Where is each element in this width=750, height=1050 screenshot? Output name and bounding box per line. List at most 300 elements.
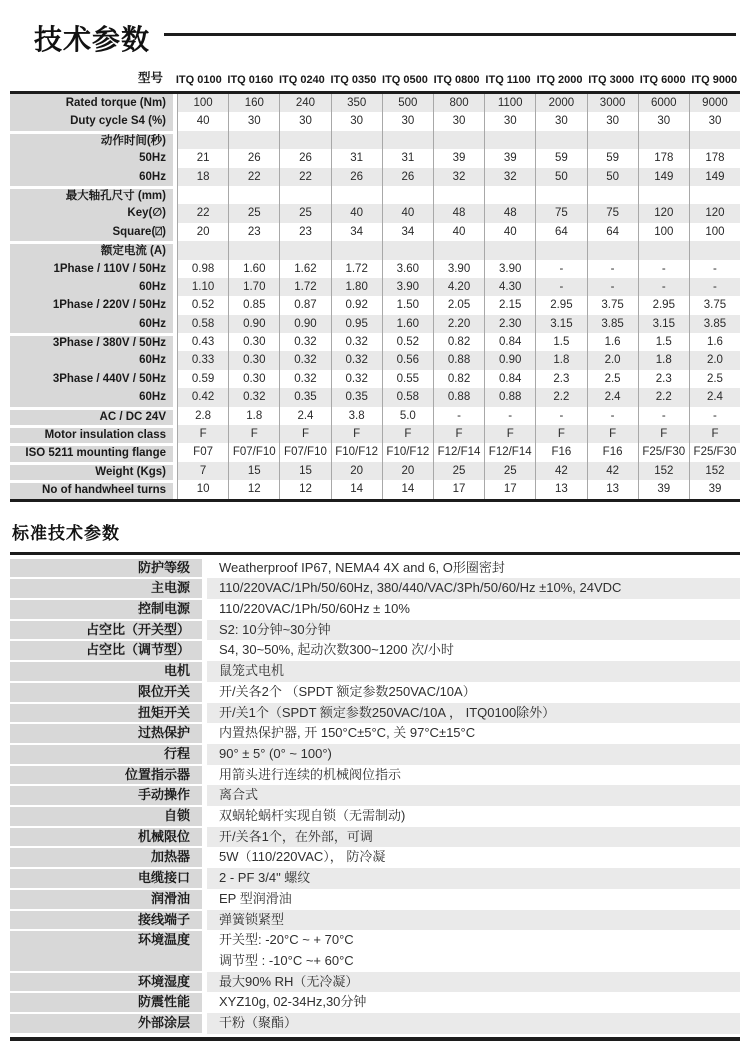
row-label: 防护等级 [10, 558, 202, 579]
row-label: 防震性能 [10, 992, 202, 1013]
value-cell: 0.32 [279, 351, 330, 369]
value-cell: 25 [279, 204, 330, 222]
value-cell: 2.5 [587, 370, 638, 388]
model-name-cell: ITQ 6000 [639, 74, 686, 86]
value-cell: F [689, 425, 740, 443]
row-label: 60Hz [10, 388, 173, 406]
value-cell: - [535, 407, 586, 425]
value-cell: 2.2 [638, 388, 689, 406]
table-row [10, 558, 740, 579]
value-cell [331, 241, 382, 259]
value-cell: F [331, 425, 382, 443]
value-cell: 39 [433, 149, 484, 167]
value-cell: 2.0 [587, 351, 638, 369]
row-label: 环境温度 [10, 930, 202, 971]
value-cell: 3000 [587, 94, 638, 112]
value-cell: 0.30 [228, 370, 279, 388]
table-row [10, 806, 740, 827]
table-row [10, 744, 740, 765]
table-row [10, 930, 740, 971]
table-row [10, 703, 740, 724]
value-cell: 500 [382, 94, 433, 112]
value-cell: 31 [331, 149, 382, 167]
value-cell [535, 186, 586, 204]
value-cell: 6000 [638, 94, 689, 112]
value-cell: 3.90 [382, 278, 433, 296]
table-row [10, 370, 740, 388]
value-cell: 120 [689, 204, 740, 222]
row-cells [177, 260, 740, 278]
row-label: 电缆接口 [10, 868, 202, 889]
value-cell: 50 [535, 168, 586, 186]
model-name-cell: ITQ 1100 [485, 74, 531, 86]
value-cell: 0.84 [484, 370, 535, 388]
value-cell: 13 [587, 480, 638, 498]
row-value: Weatherproof IP67, NEMA4 4X and 6, O形圈密封 [219, 559, 505, 575]
value-cell: 40 [177, 112, 228, 130]
row-value: 内置热保护器, 开 150°C±5°C, 关 97°C±15°C [219, 725, 476, 741]
value-cell: F [279, 425, 330, 443]
row-cells [177, 388, 740, 406]
row-label: Key(∅) [10, 204, 173, 222]
value-cell: F [382, 425, 433, 443]
model-names [173, 74, 740, 86]
row-value: XYZ10g, 02-34Hz,30分钟 [219, 994, 367, 1010]
value-cell: 59 [587, 149, 638, 167]
value-cell: F [228, 425, 279, 443]
value-cell: F [535, 425, 586, 443]
row-value: 2 - PF 3/4" 螺纹 [207, 868, 740, 889]
model-name-cell: ITQ 9000 [691, 74, 738, 86]
value-cell: 1.80 [331, 278, 382, 296]
row-label: 限位开关 [10, 682, 202, 703]
value-cell: 2.8 [177, 407, 228, 425]
value-cell: 0.84 [484, 333, 535, 351]
table-row [10, 315, 740, 333]
table-row [10, 827, 740, 848]
value-cell: 20 [382, 462, 433, 480]
page-title: 技术参数 [34, 24, 151, 55]
value-cell [177, 131, 228, 149]
value-line-1: 开关型: -20°C ~ + 70°C [219, 932, 354, 948]
value-line-2: 调节型 : -10°C ~+ 60°C [219, 952, 354, 968]
value-cell: 0.98 [177, 260, 228, 278]
value-cell: F25/F30 [689, 443, 740, 461]
value-cell: 3.15 [535, 315, 586, 333]
value-cell [433, 241, 484, 259]
row-label: 外部涂层 [10, 1013, 202, 1034]
row-cells [177, 351, 740, 369]
row-cells [177, 296, 740, 314]
table-row [10, 847, 740, 868]
value-cell: 2.3 [638, 370, 689, 388]
table-row [10, 682, 740, 703]
table-row [10, 149, 740, 167]
title-rule [164, 33, 736, 36]
row-label: 1Phase / 220V / 50Hz [10, 296, 173, 314]
value-cell: 39 [484, 149, 535, 167]
value-cell: 0.90 [484, 351, 535, 369]
row-value: 最大90% RH（无冷凝） [207, 972, 740, 993]
value-cell: 2.4 [279, 407, 330, 425]
value-cell: 26 [279, 149, 330, 167]
value-cell: 34 [331, 223, 382, 241]
row-label: Square(⍁) [10, 223, 173, 241]
value-cell: 50 [587, 168, 638, 186]
row-label: 自锁 [10, 806, 202, 827]
value-cell: - [689, 260, 740, 278]
value-cell: 0.55 [382, 370, 433, 388]
value-cell: F25/F30 [638, 443, 689, 461]
value-cell: 2.30 [484, 315, 535, 333]
value-cell [331, 186, 382, 204]
value-cell: 0.59 [177, 370, 228, 388]
value-cell: 25 [484, 462, 535, 480]
value-cell: F07 [177, 443, 228, 461]
value-cell: 0.33 [177, 351, 228, 369]
value-cell: F [177, 425, 228, 443]
value-cell: 22 [228, 168, 279, 186]
value-cell: 0.42 [177, 388, 228, 406]
value-cell: 10 [177, 480, 228, 498]
value-cell: 0.52 [382, 333, 433, 351]
value-cell: 59 [535, 149, 586, 167]
value-cell: 3.75 [689, 296, 740, 314]
row-label: 60Hz [10, 168, 173, 186]
value-cell [535, 241, 586, 259]
table-row [10, 204, 740, 222]
value-cell: 1.8 [535, 351, 586, 369]
value-cell: 42 [535, 462, 586, 480]
value-cell: 2.3 [535, 370, 586, 388]
table-row [10, 112, 740, 130]
row-value: 开/关各2个 （SPDT 额定参数250VAC/10A） [219, 683, 476, 699]
value-cell: 22 [177, 204, 228, 222]
value-cell: 3.90 [433, 260, 484, 278]
table-row [10, 661, 740, 682]
value-cell: 1.72 [279, 278, 330, 296]
row-label: 电机 [10, 661, 202, 682]
row-label: 3Phase / 440V / 50Hz [10, 370, 173, 388]
value-cell: 1.60 [228, 260, 279, 278]
value-cell: 26 [228, 149, 279, 167]
value-cell: 75 [535, 204, 586, 222]
value-cell: 7 [177, 462, 228, 480]
value-cell: F10/F12 [382, 443, 433, 461]
value-cell: 2.95 [638, 296, 689, 314]
row-label: 手动操作 [10, 785, 202, 806]
value-cell: 40 [484, 223, 535, 241]
value-cell: F16 [535, 443, 586, 461]
value-cell: 1.60 [382, 315, 433, 333]
value-cell: 13 [535, 480, 586, 498]
value-cell: 3.60 [382, 260, 433, 278]
row-label: 3Phase / 380V / 50Hz [10, 333, 173, 351]
table-row [10, 723, 740, 744]
value-cell: 2.0 [689, 351, 740, 369]
value-cell [228, 241, 279, 259]
value-cell: 0.32 [331, 351, 382, 369]
value-cell: 15 [279, 462, 330, 480]
table-row [10, 351, 740, 369]
value-cell [382, 131, 433, 149]
row-label: 控制电源 [10, 599, 202, 620]
value-cell: 30 [228, 112, 279, 130]
table-row [10, 462, 740, 480]
table-row [10, 785, 740, 806]
value-cell: - [433, 407, 484, 425]
table-row [10, 868, 740, 889]
value-cell: 1.50 [382, 296, 433, 314]
value-cell: 1.6 [689, 333, 740, 351]
table-row [10, 640, 740, 661]
row-cells [177, 315, 740, 333]
value-cell: F [587, 425, 638, 443]
value-cell: 0.32 [228, 388, 279, 406]
value-cell [689, 241, 740, 259]
value-cell [484, 131, 535, 149]
value-cell: 48 [433, 204, 484, 222]
value-cell: 30 [433, 112, 484, 130]
value-cell: 40 [382, 204, 433, 222]
row-cells [177, 278, 740, 296]
row-label: Motor insulation class [10, 425, 173, 443]
value-cell: - [587, 407, 638, 425]
table-row [10, 889, 740, 910]
value-cell [484, 186, 535, 204]
value-cell: 18 [177, 168, 228, 186]
model-name-cell: ITQ 0500 [382, 74, 428, 86]
table-row [10, 168, 740, 186]
table-row [10, 333, 740, 351]
row-label: 机械限位 [10, 827, 202, 848]
row-label: 最大轴孔尺寸 (mm) [10, 186, 173, 204]
value-cell [331, 131, 382, 149]
value-cell: F [433, 425, 484, 443]
value-cell: 2000 [535, 94, 586, 112]
value-cell [535, 131, 586, 149]
value-cell: 178 [689, 149, 740, 167]
value-cell: - [638, 278, 689, 296]
row-cells [177, 370, 740, 388]
row-label: 行程 [10, 744, 202, 765]
value-cell: 22 [279, 168, 330, 186]
value-cell: 0.32 [331, 333, 382, 351]
row-value: 双蜗轮蜗杆实现自锁（无需制动) [219, 808, 406, 824]
model-header-row [10, 68, 740, 86]
row-label: 60Hz [10, 315, 173, 333]
value-cell [587, 131, 638, 149]
value-cell: 64 [535, 223, 586, 241]
value-cell [484, 241, 535, 259]
value-cell: F [484, 425, 535, 443]
value-cell: 20 [177, 223, 228, 241]
value-cell: 3.75 [587, 296, 638, 314]
value-cell: 64 [587, 223, 638, 241]
row-cells [177, 407, 740, 425]
row-label: Weight (Kgs) [10, 462, 173, 480]
row-label: 额定电流 (A) [10, 241, 173, 259]
value-cell: 2.5 [689, 370, 740, 388]
value-cell: 0.85 [228, 296, 279, 314]
value-cell: 0.30 [228, 333, 279, 351]
value-cell: 0.56 [382, 351, 433, 369]
value-cell: 0.30 [228, 351, 279, 369]
value-cell: 42 [587, 462, 638, 480]
table-row [10, 407, 740, 425]
row-label: 环境湿度 [10, 972, 202, 993]
value-cell: 12 [279, 480, 330, 498]
table-row [10, 223, 740, 241]
value-cell: 0.90 [228, 315, 279, 333]
row-cells [177, 131, 740, 149]
value-cell [638, 131, 689, 149]
value-cell [228, 186, 279, 204]
value-cell: 20 [331, 462, 382, 480]
value-cell [228, 131, 279, 149]
table-row [10, 131, 740, 149]
row-value: S4, 30~50%, 起动次数300~1200 次/小时 [219, 642, 454, 658]
value-cell: 3.15 [638, 315, 689, 333]
table-row [10, 620, 740, 641]
table-row [10, 260, 740, 278]
value-cell: 15 [228, 462, 279, 480]
value-cell: F10/F12 [331, 443, 382, 461]
value-cell [689, 186, 740, 204]
row-label: 过热保护 [10, 723, 202, 744]
value-cell: - [535, 278, 586, 296]
value-cell: 0.88 [433, 388, 484, 406]
value-cell [382, 241, 433, 259]
row-value: 110/220VAC/1Ph/50/60Hz ± 10% [219, 601, 410, 616]
value-cell: 2.2 [535, 388, 586, 406]
value-cell: F16 [587, 443, 638, 461]
value-cell: 30 [279, 112, 330, 130]
value-cell [382, 186, 433, 204]
value-cell: 40 [331, 204, 382, 222]
value-cell: 100 [638, 223, 689, 241]
row-label: 位置指示器 [10, 765, 202, 786]
value-cell: 26 [382, 168, 433, 186]
value-cell: 2.4 [587, 388, 638, 406]
table-row [10, 94, 740, 112]
row-cells [177, 186, 740, 204]
table-row [10, 972, 740, 993]
value-cell: 0.32 [279, 370, 330, 388]
value-cell: 17 [484, 480, 535, 498]
row-value: 弹簧锁紧型 [207, 910, 740, 931]
row-label: 动作时间(秒) [10, 131, 173, 149]
value-cell: 14 [331, 480, 382, 498]
row-label: 占空比（调节型） [10, 640, 202, 661]
value-cell: 0.82 [433, 333, 484, 351]
row-cells [177, 333, 740, 351]
value-cell: 39 [638, 480, 689, 498]
value-cell: 152 [638, 462, 689, 480]
table-row [10, 599, 740, 620]
value-cell: 100 [689, 223, 740, 241]
table-row [10, 425, 740, 443]
row-cells [177, 241, 740, 259]
value-cell: 23 [279, 223, 330, 241]
model-name-cell: ITQ 0160 [227, 74, 274, 86]
value-cell: 1.5 [535, 333, 586, 351]
table-row [10, 241, 740, 259]
value-cell: 2.05 [433, 296, 484, 314]
value-cell: 30 [382, 112, 433, 130]
value-cell: - [484, 407, 535, 425]
value-cell: 5.0 [382, 407, 433, 425]
value-cell [638, 186, 689, 204]
row-cells [177, 112, 740, 130]
row-cells [177, 462, 740, 480]
value-cell: 152 [689, 462, 740, 480]
table-row [10, 992, 740, 1013]
value-cell [433, 186, 484, 204]
row-value: 鼠笼式电机 [207, 661, 740, 682]
row-value: 干粉（聚酯） [207, 1013, 740, 1034]
model-name-cell: ITQ 0800 [433, 74, 480, 86]
value-cell: 1100 [484, 94, 535, 112]
value-cell: 0.58 [382, 388, 433, 406]
value-cell: 0.87 [279, 296, 330, 314]
value-cell [433, 131, 484, 149]
table-row [10, 186, 740, 204]
value-cell: - [689, 407, 740, 425]
value-cell: 3.85 [587, 315, 638, 333]
value-cell: 32 [433, 168, 484, 186]
row-label: 加热器 [10, 847, 202, 868]
value-cell: 30 [535, 112, 586, 130]
table-row [10, 910, 740, 931]
row-cells [177, 480, 740, 498]
value-cell: 0.92 [331, 296, 382, 314]
value-cell: 39 [689, 480, 740, 498]
value-cell: 0.95 [331, 315, 382, 333]
value-cell [689, 131, 740, 149]
row-cells [177, 94, 740, 112]
value-cell [177, 241, 228, 259]
value-cell [638, 241, 689, 259]
value-cell: 160 [228, 94, 279, 112]
row-cells [177, 168, 740, 186]
value-cell: 21 [177, 149, 228, 167]
value-cell: 0.35 [279, 388, 330, 406]
value-cell: F07/F10 [228, 443, 279, 461]
value-cell: 4.30 [484, 278, 535, 296]
value-cell: 9000 [689, 94, 740, 112]
table-row [10, 443, 740, 461]
row-cells [177, 149, 740, 167]
value-cell: 30 [638, 112, 689, 130]
value-cell: 178 [638, 149, 689, 167]
value-cell: 75 [587, 204, 638, 222]
row-label: AC / DC 24V [10, 407, 173, 425]
value-cell: 25 [433, 462, 484, 480]
value-cell: F12/F14 [433, 443, 484, 461]
value-cell: - [638, 407, 689, 425]
value-cell: 0.35 [331, 388, 382, 406]
row-label: 主电源 [10, 578, 202, 599]
value-cell: 1.5 [638, 333, 689, 351]
row-value: 开/关1个（SPDT 额定参数250VAC/10A ， ITQ0100除外） [207, 703, 740, 724]
value-cell: 30 [484, 112, 535, 130]
row-label: 60Hz [10, 351, 173, 369]
value-cell [177, 186, 228, 204]
value-cell: 240 [279, 94, 330, 112]
value-cell: 2.4 [689, 388, 740, 406]
value-cell: 100 [177, 94, 228, 112]
